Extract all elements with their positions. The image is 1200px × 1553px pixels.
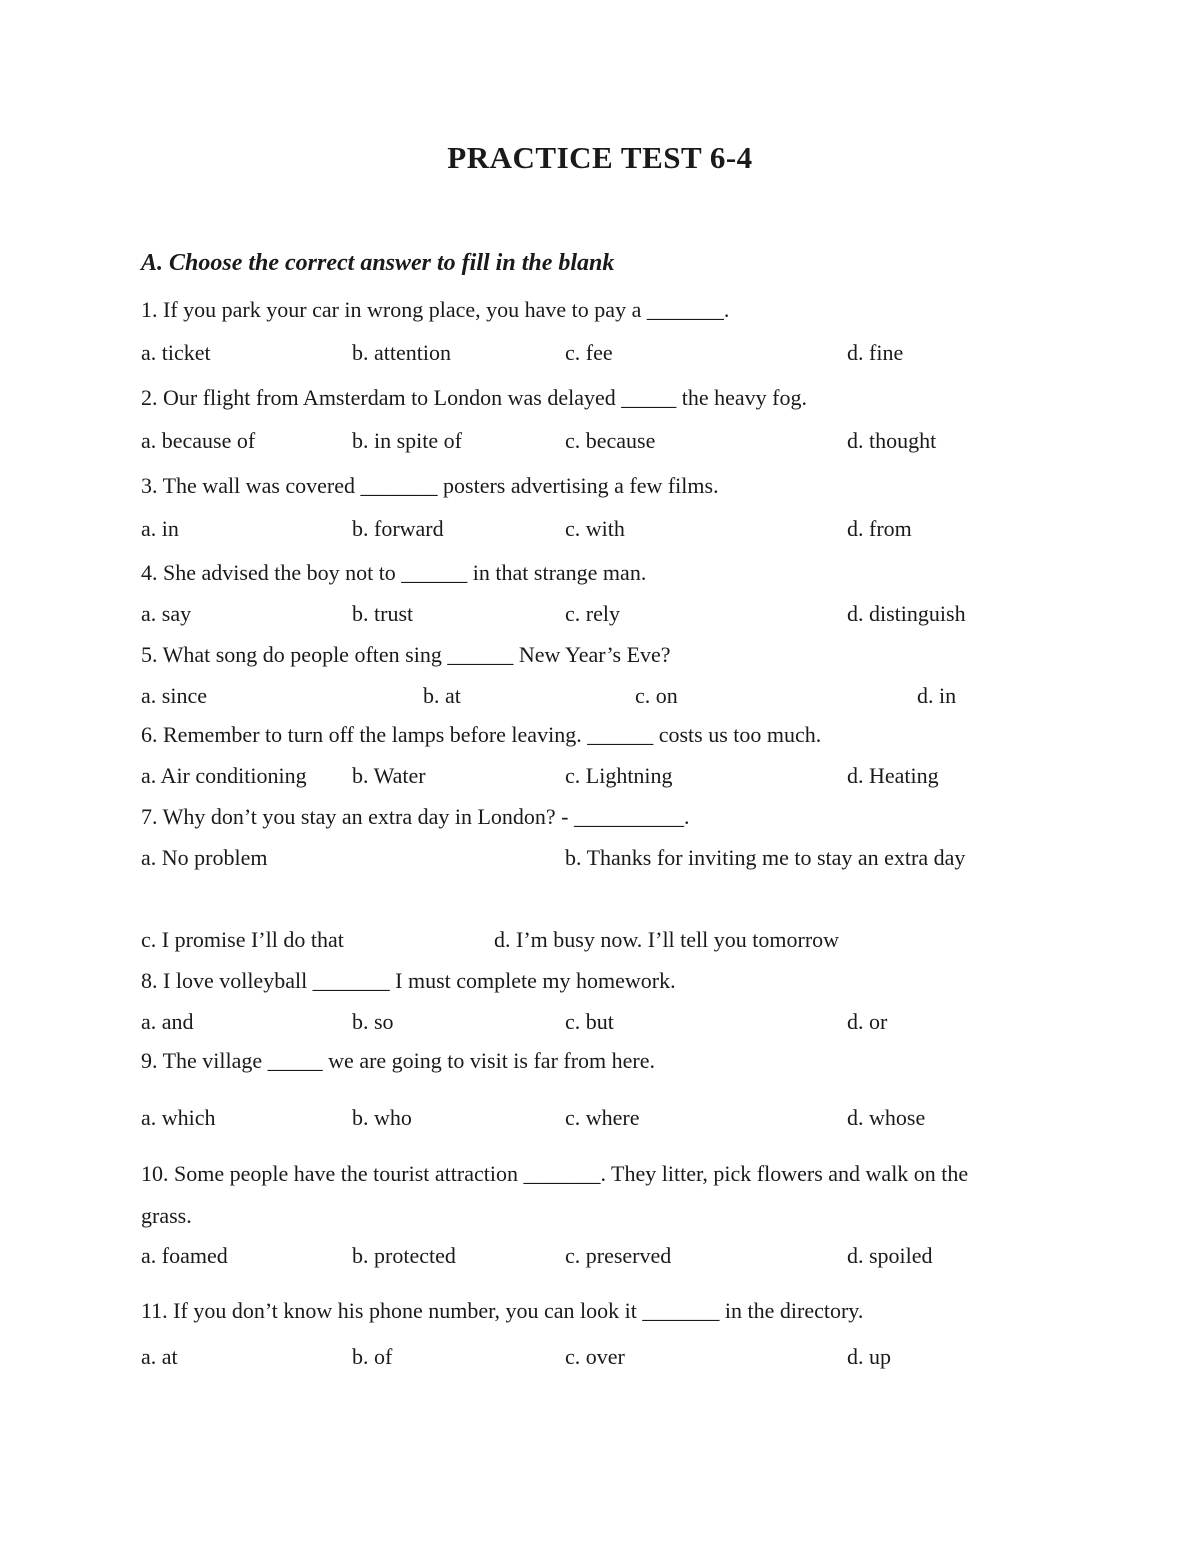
option-9a: a. which — [141, 1105, 216, 1130]
option-1a: a. ticket — [141, 340, 211, 365]
option-5b: b. at — [423, 683, 461, 708]
option-3b: b. forward — [352, 516, 444, 541]
question-9: 9. The village _____ we are going to visit is far from here. — [141, 1048, 656, 1073]
option-2c: c. because — [565, 428, 656, 453]
question-3: 3. The wall was covered _______ posters advertising a few films. — [141, 473, 719, 498]
option-11d: d. up — [847, 1344, 891, 1369]
option-8a: a. and — [141, 1009, 194, 1034]
option-11c: c. over — [565, 1344, 625, 1369]
option-11a: a. at — [141, 1344, 178, 1369]
question-2: 2. Our flight from Amsterdam to London was delayed _____ the heavy fog. — [141, 385, 807, 410]
question-8: 8. I love volleyball _______ I must complete my homework. — [141, 968, 676, 993]
option-5a: a. since — [141, 683, 207, 708]
option-3c: c. with — [565, 516, 625, 541]
option-3d: d. from — [847, 516, 912, 541]
option-2b: b. in spite of — [352, 428, 462, 453]
option-4b: b. trust — [352, 601, 414, 626]
option-10c: c. preserved — [565, 1243, 672, 1268]
option-4d: d. distinguish — [847, 601, 966, 626]
option-10d: d. spoiled — [847, 1243, 933, 1268]
option-5d: d. in — [917, 683, 957, 708]
option-8d: d. or — [847, 1009, 888, 1034]
option-5c: c. on — [635, 683, 678, 708]
question-6: 6. Remember to turn off the lamps before leaving. ______ costs us too much. — [141, 722, 822, 747]
question-4: 4. She advised the boy not to ______ in that strange man. — [141, 560, 647, 585]
option-9d: d. whose — [847, 1105, 926, 1130]
option-8c: c. but — [565, 1009, 614, 1034]
question-5: 5. What song do people often sing ______ New Year’s Eve? — [141, 642, 671, 667]
option-7b: b. Thanks for inviting me to stay an extra day — [565, 845, 966, 870]
option-7c: c. I promise I’ll do that — [141, 927, 344, 952]
question-11: 11. If you don’t know his phone number, you can look it _______ in the directory. — [141, 1298, 864, 1323]
section-heading: A. Choose the correct answer to fill in the blank — [141, 250, 615, 276]
option-8b: b. so — [352, 1009, 394, 1034]
option-1d: d. fine — [847, 340, 904, 365]
option-10b: b. protected — [352, 1243, 456, 1268]
option-3a: a. in — [141, 516, 179, 541]
option-10a: a. foamed — [141, 1243, 228, 1268]
option-4a: a. say — [141, 601, 192, 626]
question-7: 7. Why don’t you stay an extra day in London? - __________. — [141, 804, 690, 829]
option-7d: d. I’m busy now. I’ll tell you tomorrow — [494, 927, 840, 952]
option-1c: c. fee — [565, 340, 613, 365]
option-2a: a. because of — [141, 428, 256, 453]
question-10-continued: grass. — [141, 1203, 192, 1228]
option-7a: a. No problem — [141, 845, 268, 870]
question-1: 1. If you park your car in wrong place, you have to pay a _______. — [141, 297, 730, 322]
page-title: PRACTICE TEST 6-4 — [447, 140, 753, 175]
option-11b: b. of — [352, 1344, 393, 1369]
option-4c: c. rely — [565, 601, 620, 626]
option-6b: b. Water — [352, 763, 426, 788]
option-6d: d. Heating — [847, 763, 939, 788]
option-9c: c. where — [565, 1105, 640, 1130]
option-9b: b. who — [352, 1105, 412, 1130]
option-2d: d. thought — [847, 428, 937, 453]
question-10: 10. Some people have the tourist attraction _______. They litter, pick flowers and walk on the — [141, 1161, 969, 1186]
option-6a: a. Air conditioning — [141, 763, 307, 788]
option-6c: c. Lightning — [565, 763, 673, 788]
option-1b: b. attention — [352, 340, 451, 365]
